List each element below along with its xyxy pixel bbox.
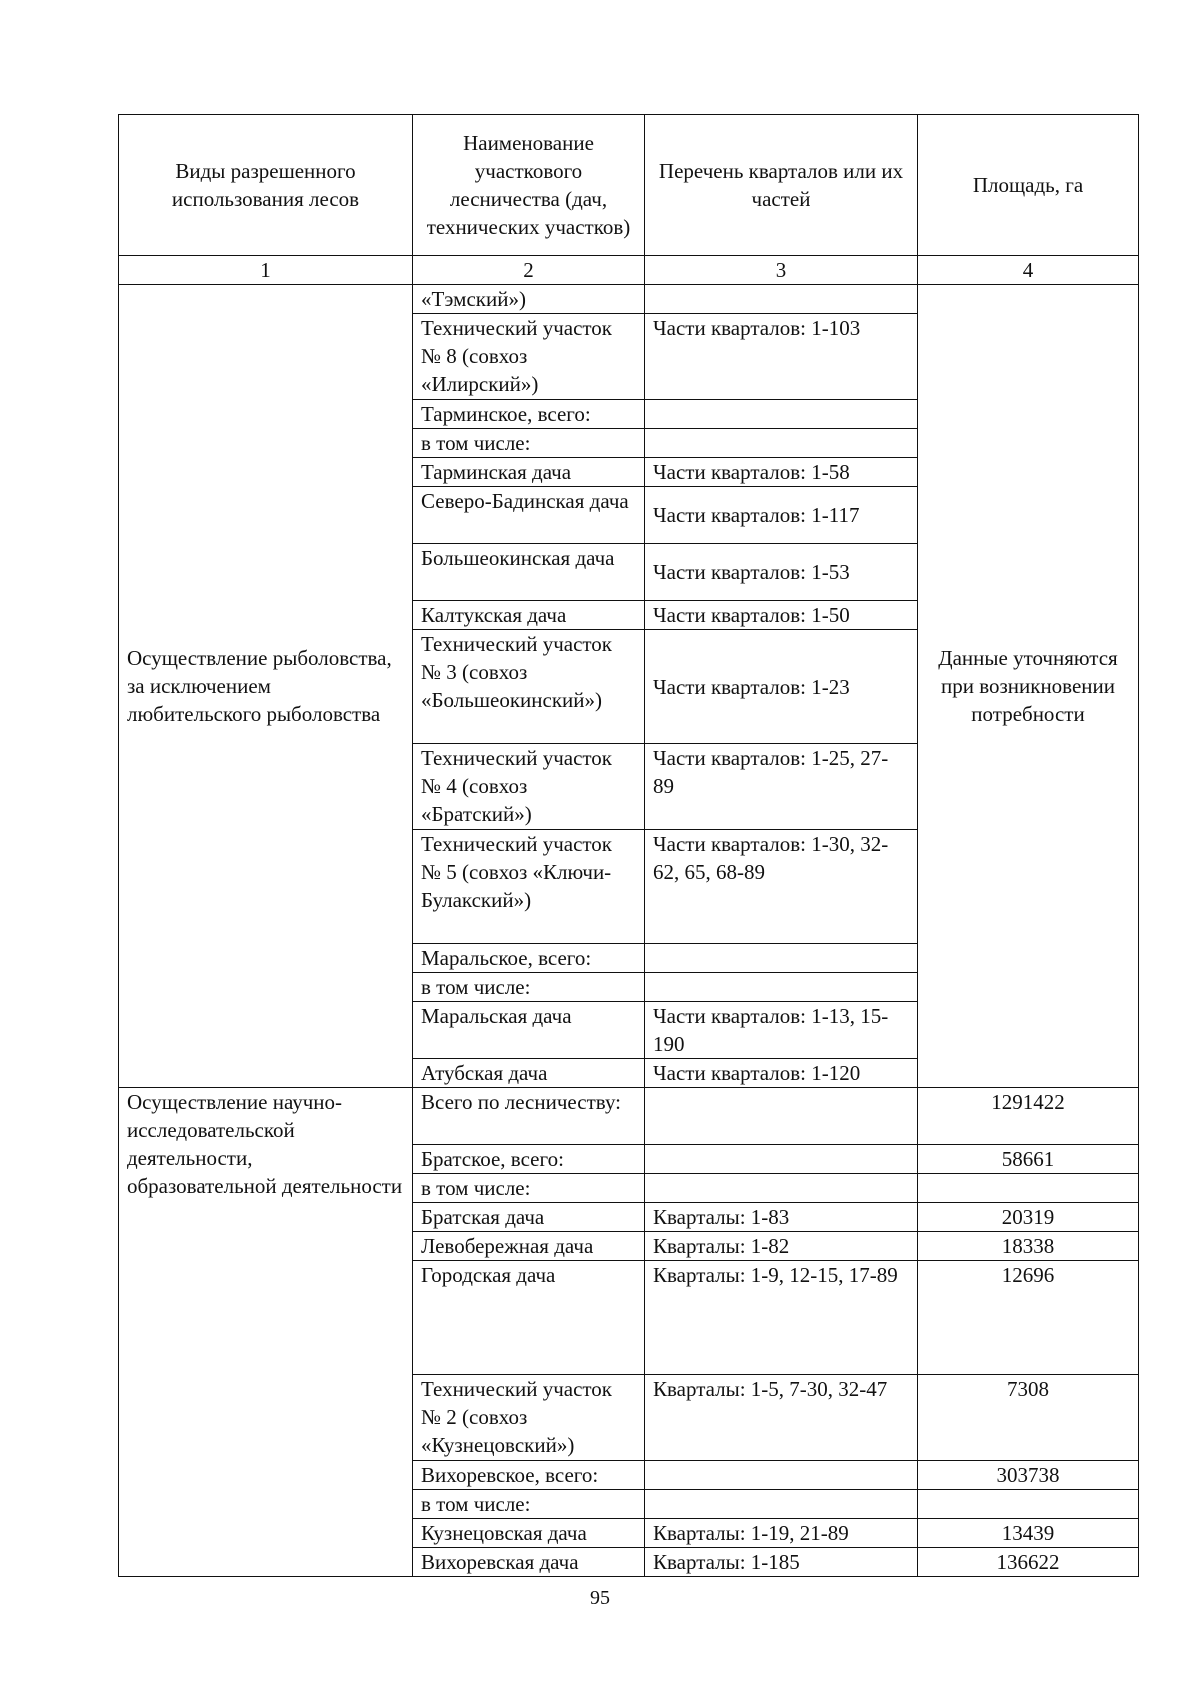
forestry-name: Северо-Бадинская дача (413, 487, 645, 544)
area-value (918, 1174, 1139, 1203)
quarters-list: Части кварталов: 1-25, 27-89 (645, 744, 918, 830)
quarters-list: Части кварталов: 1-120 (645, 1059, 918, 1088)
forestry-name: Атубская дача (413, 1059, 645, 1088)
area-value: 13439 (918, 1519, 1139, 1548)
header-area: Площадь, га (918, 115, 1139, 256)
quarters-list: Кварталы: 1-19, 21-89 (645, 1519, 918, 1548)
forestry-name: Вихоревское, всего: (413, 1461, 645, 1490)
forestry-name: Братская дача (413, 1203, 645, 1232)
quarters-list (645, 1461, 918, 1490)
forestry-name: Калтукская дача (413, 601, 645, 630)
forestry-name: Городская дача (413, 1261, 645, 1375)
forestry-name: Технический участок № 3 (совхоз «Большеокинский») (413, 630, 645, 744)
quarters-list: Части кварталов: 1-30, 32-62, 65, 68-89 (645, 830, 918, 944)
quarters-list: Кварталы: 1-5, 7-30, 32-47 (645, 1375, 918, 1461)
area-value (918, 1490, 1139, 1519)
forestry-name: Кузнецовская дача (413, 1519, 645, 1548)
forestry-name: в том числе: (413, 1490, 645, 1519)
quarters-list (645, 1490, 918, 1519)
column-number: 1 (119, 256, 413, 285)
header-use-type: Виды разрешенного использования лесов (119, 115, 413, 256)
quarters-list: Кварталы: 1-9, 12-15, 17-89 (645, 1261, 918, 1375)
page-number: 95 (590, 1587, 610, 1609)
forestry-name: Тарминская дача (413, 458, 645, 487)
forest-use-table (118, 114, 1139, 1577)
table-row (119, 285, 1139, 314)
quarters-list: Кварталы: 1-185 (645, 1548, 918, 1577)
forestry-name: Технический участок № 4 (совхоз «Братский») (413, 744, 645, 830)
forestry-name: Технический участок № 5 (совхоз «Ключи-Булакский») (413, 830, 645, 944)
area-value: 20319 (918, 1203, 1139, 1232)
forestry-name: Маральское, всего: (413, 944, 645, 973)
forestry-name: Вихоревская дача (413, 1548, 645, 1577)
quarters-list (645, 429, 918, 458)
quarters-list (645, 285, 918, 314)
forestry-name: Тарминское, всего: (413, 400, 645, 429)
quarters-list (645, 1145, 918, 1174)
header-quarters-list: Перечень кварталов или их частей (645, 115, 918, 256)
column-number: 3 (645, 256, 918, 285)
area-value: 18338 (918, 1232, 1139, 1261)
forestry-name: в том числе: (413, 429, 645, 458)
quarters-list: Части кварталов: 1-103 (645, 314, 918, 400)
area-value: 58661 (918, 1145, 1139, 1174)
table-row (119, 1088, 1139, 1145)
quarters-list: Части кварталов: 1-53 (645, 544, 918, 601)
area-value: 1291422 (918, 1088, 1139, 1145)
quarters-list: Кварталы: 1-83 (645, 1203, 918, 1232)
forestry-name: Технический участок № 2 (совхоз «Кузнецовский») (413, 1375, 645, 1461)
forestry-name: Технический участок № 8 (совхоз «Илирский») (413, 314, 645, 400)
forestry-name: Большеокинская дача (413, 544, 645, 601)
area-value: 12696 (918, 1261, 1139, 1375)
forestry-name: Всего по лесничеству: (413, 1088, 645, 1145)
use-type-research: Осуществление научно-исследовательской деятельности, образовательной деятельности (119, 1088, 413, 1577)
forestry-name: в том числе: (413, 1174, 645, 1203)
quarters-list (645, 1174, 918, 1203)
area-value: 303738 (918, 1461, 1139, 1490)
forestry-name: Маральская дача (413, 1002, 645, 1059)
quarters-list (645, 1088, 918, 1145)
column-numbers-row (119, 256, 1139, 285)
quarters-list: Части кварталов: 1-117 (645, 487, 918, 544)
column-number: 2 (413, 256, 645, 285)
quarters-list (645, 973, 918, 1002)
quarters-list (645, 944, 918, 973)
forestry-name: Левобережная дача (413, 1232, 645, 1261)
area-value: 7308 (918, 1375, 1139, 1461)
area-note: Данные уточняются при возникновении потребности (918, 285, 1139, 1088)
quarters-list: Кварталы: 1-82 (645, 1232, 918, 1261)
table-header-row (119, 115, 1139, 256)
use-type-fishing: Осуществление рыболовства, за исключением любительского рыболовства (119, 285, 413, 1088)
forestry-name: в том числе: (413, 973, 645, 1002)
area-value: 136622 (918, 1548, 1139, 1577)
quarters-list: Части кварталов: 1-58 (645, 458, 918, 487)
quarters-list: Части кварталов: 1-50 (645, 601, 918, 630)
forestry-name: «Тэмский») (413, 285, 645, 314)
quarters-list (645, 400, 918, 429)
header-forestry-name: Наименование участкового лесничества (дач, технических участков) (413, 115, 645, 256)
forestry-name: Братское, всего: (413, 1145, 645, 1174)
quarters-list: Части кварталов: 1-13, 15-190 (645, 1002, 918, 1059)
column-number: 4 (918, 256, 1139, 285)
quarters-list: Части кварталов: 1-23 (645, 630, 918, 744)
